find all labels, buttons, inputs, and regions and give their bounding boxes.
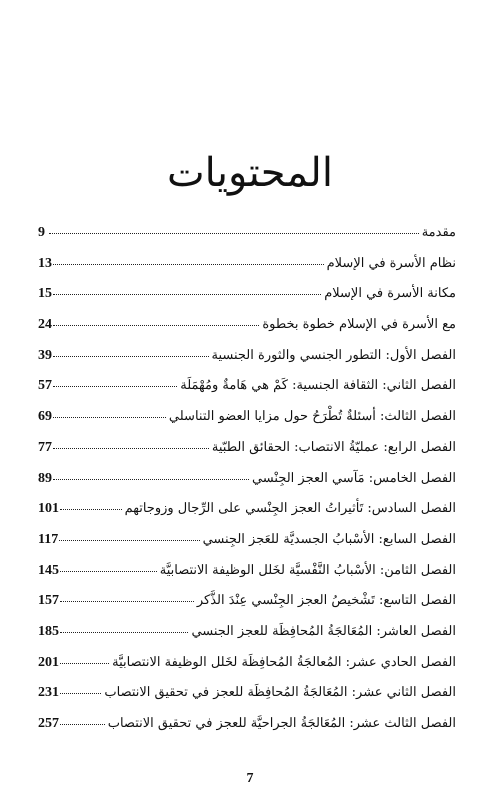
dot-leader — [49, 222, 419, 236]
toc-entry-title: الفصل الثالث: أسئلةٌ تُطْرَحُ حول مزايا العضو التناسلي — [168, 409, 456, 425]
dot-leader — [53, 314, 259, 328]
toc-entry[interactable] — [38, 345, 456, 376]
dot-leader — [60, 621, 188, 635]
dot-leader — [60, 590, 194, 604]
toc-entry-page: 145 — [38, 562, 59, 578]
toc-entry-page: 89 — [38, 470, 52, 486]
toc-entry-title: نظام الأسرة في الإسلام — [326, 255, 456, 271]
toc-entry-page: 39 — [38, 347, 52, 363]
page-title: المحتويات — [167, 150, 333, 196]
dot-leader — [53, 283, 321, 297]
dot-leader — [53, 345, 209, 359]
toc-entry[interactable] — [38, 437, 456, 468]
toc-entry-page: 157 — [38, 593, 59, 609]
toc-entry-title: الفصل الثاني: الثقافة الجنسية: كَمْ هي هَامةٌ ومُهْمَلَة — [180, 378, 456, 394]
toc-entry-page: 231 — [38, 685, 59, 701]
dot-leader — [60, 682, 101, 696]
toc-entry-title: الفصل الرابع: عمليّةُ الانتصاب: الحقائق الطبّية — [211, 439, 456, 455]
toc-entry[interactable] — [38, 682, 456, 713]
toc-entry-title: الفصل الثالث عشر: المُعَالجَةُ الجراحيَّة للعجز في تحقيق الانتصاب — [107, 716, 456, 731]
toc-entry-title: الفصل العاشر: المُعَالجَةُ المُحافِظَة للعجز الجنسي — [191, 623, 456, 639]
toc-entry[interactable] — [38, 253, 456, 284]
toc-entry-page: 185 — [38, 623, 59, 639]
dot-leader — [53, 468, 249, 482]
toc-entry[interactable] — [38, 652, 456, 683]
toc-entry-page: 24 — [38, 317, 52, 333]
toc-entry[interactable] — [38, 375, 456, 406]
toc-entry-page: 257 — [38, 716, 59, 731]
toc-entry-page: 15 — [38, 286, 52, 302]
toc-entry-title: الفصل الثامن: الأسْبابُ النَّفْسيَّة لخَلل الوظيفة الانتصابيَّة — [159, 562, 456, 578]
toc-entry[interactable] — [38, 713, 456, 744]
dot-leader — [53, 406, 166, 420]
toc-entry-page: 13 — [38, 255, 52, 271]
table-of-contents — [38, 222, 456, 744]
toc-entry-title: مكانة الأسرة في الإسلام — [324, 286, 456, 302]
dot-leader — [60, 713, 105, 727]
toc-entry-page: 57 — [38, 378, 52, 394]
toc-entry[interactable] — [38, 283, 456, 314]
dot-leader — [53, 437, 209, 451]
dot-leader — [60, 652, 109, 666]
toc-entry[interactable] — [38, 468, 456, 499]
toc-entry-title: مع الأسرة في الإسلام خطوة بخطوة — [262, 317, 456, 333]
toc-entry-title: الفصل السادس: تَأثيراتُ العجز الجِنْسي على الرِّجال وزوجاتهم — [124, 501, 456, 517]
toc-entry-title: الفصل الخامس: مَآسي العجز الجِنْسي — [251, 470, 456, 486]
dot-leader — [53, 375, 177, 389]
toc-entry[interactable] — [38, 498, 456, 529]
dot-leader — [53, 253, 324, 267]
toc-entry-title: الفصل السابع: الأسْبابُ الجسديَّة للعَجز الجِنسي — [202, 531, 456, 547]
toc-entry-page: 201 — [38, 654, 59, 670]
toc-entry-title: الفصل الثاني عشر: المُعَالجَةُ المُحافِظَة للعجز في تحقيق الانتصاب — [104, 685, 456, 701]
toc-entry-title: الفصل التاسع: تَشْخيصُ العجز الجِنْسي عِنْدَ الذَّكر — [196, 593, 456, 609]
toc-entry[interactable] — [38, 560, 456, 591]
toc-entry-page: 101 — [38, 501, 59, 517]
toc-entry[interactable] — [38, 222, 456, 253]
toc-entry-page: 69 — [38, 409, 52, 425]
toc-entry[interactable] — [38, 621, 456, 652]
toc-entry[interactable] — [38, 406, 456, 437]
dot-leader — [60, 560, 157, 574]
toc-entry-page: 77 — [38, 439, 52, 455]
toc-entry[interactable] — [38, 590, 456, 621]
page-number: 7 — [246, 771, 254, 786]
toc-entry-page: 117 — [38, 531, 59, 547]
toc-entry[interactable] — [38, 314, 456, 345]
toc-entry-page: 9 — [38, 225, 45, 240]
toc-entry-title: الفصل الأول: التطور الجنسي والثورة الجنسية — [211, 347, 456, 363]
dot-leader — [59, 529, 199, 543]
toc-entry-title: الفصل الحادي عشر: المُعالجَةُ المُحافِظَة لخَلل الوظيفة الانتصابيَّة — [112, 654, 456, 670]
toc-entry[interactable] — [38, 529, 456, 560]
dot-leader — [60, 498, 122, 512]
toc-entry-title: مقدمة — [421, 225, 456, 240]
